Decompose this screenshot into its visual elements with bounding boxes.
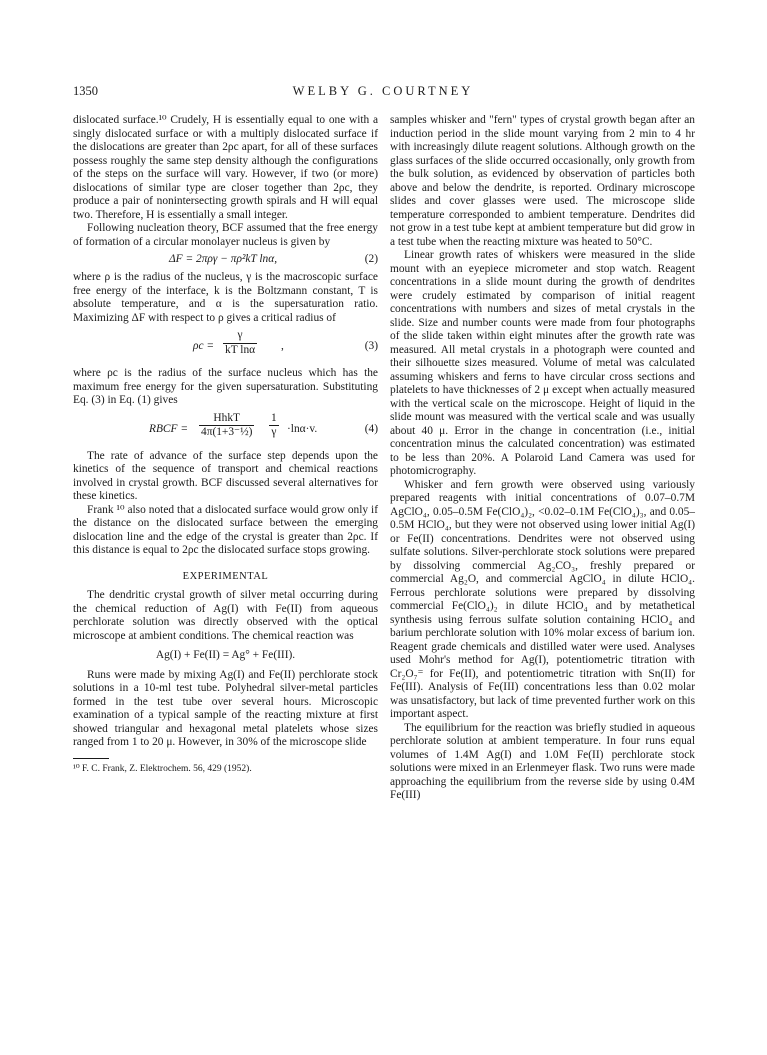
fraction [199, 412, 254, 440]
equation-4 [73, 412, 378, 446]
section-heading: EXPERIMENTAL [182, 570, 269, 582]
equation-tail: ·lnα·v. [287, 422, 318, 435]
paragraph: dislocated surface.¹⁰ Crudely, H is essentially equal to one with a singly dislocated surface or with a multiply dislocated surface if the dislocations are greater than 2ρc apart, for all of these surfaces possess roughly the same step density although the configurations of the steps on the surface will vary. However, if two (or more) dislocations of similar type are closer together than 2ρc, they produce a pair of nonintersecting growth spirals and H will equal two. Therefore, H is essentially a small integer. [73, 114, 378, 221]
paragraph: where ρ is the radius of the nucleus, γ is the macroscopic surface free energy of the interface, k is the Boltzmann constant, T is absolute temperature, and α is the supersaturation ratio. Maximizing ΔF with respect to ρ gives a critical radius of [73, 271, 378, 324]
fraction [223, 329, 257, 357]
right-column [390, 114, 695, 803]
equation-number: (3) [364, 340, 378, 352]
numerator: γ [223, 329, 257, 344]
paragraph: The dendritic crystal growth of silver metal occurring during the chemical reduction of Ag(I) with Fe(II) from aqueous perchlorate solution was directly observed with the optical microscope at ambient conditions. The chemical reaction was [73, 589, 378, 642]
paragraph: The rate of advance of the surface step depends upon the kinetics of the sequence of transport and chemical reactions involved in crystal growth. BCF discussed several alternatives for these kinetics. [73, 449, 378, 502]
equation-tail: , [281, 340, 284, 352]
left-column [73, 114, 378, 775]
equation-number: (4) [364, 422, 378, 435]
equation-number: (2) [364, 253, 378, 265]
numerator: HhkT [199, 412, 254, 427]
denominator: γ [271, 426, 277, 438]
equation-lhs: ρc = [193, 340, 215, 352]
denominator: kT lnα [225, 343, 256, 356]
fraction [269, 412, 279, 440]
paragraph: Whisker and fern growth were observed using variously prepared reagents with initial concentrations of 0.07–0.7M AgClO₄, 0.05–0.5M Fe(ClO₄)₂, <0.02–0.1M Fe(ClO₄)₃, and 0.05–0.5M HClO₄, but they were not observed using lower initial Ag(I) or Fe(II) concentrations. Dendrites were not observed using sulfate solutions. Silver-perchlorate stock solutions were prepared by dissolving commercial Ag₂CO₃, freshly prepared or commercial Ag₂O, and commercial AgClO₄ in dilute HClO₄. Ferrous perchlorate solutions were prepared by dissolving commercial Fe(ClO₄)₂ in dilute HClO₄ and by metathetical synthesis using ferrous sulfate solution containing HClO₄ and barium perchlorate solution with 10% molar excess of barium ion. Reagent grade chemicals and distilled water were used. Analyses used Mohr's method for Ag(I), potentiometric titration with Cr₂O₇⁼ for Fe(II), and potentiometric titration with Sn(II) for Fe(III). Analysis of Fe(III) concentrations less than 0.02 molar was unsatisfactory, but lack of time prevented further work on this important aspect. [390, 478, 695, 720]
paragraph: samples whisker and "fern" types of crystal growth began after an induction period in the slide mount varying from 2 min to 4 hr with increasingly dilute reagent solutions. Although growth on the glass surfaces of the slide occurred occasionally, only growth from the bulk solution, as evidenced by observation of particles both above and below the dendrite, is reported. Ordinary microscope slides and cover glasses were used. The microscope slide temperature corresponded to ambient temperature. Dendrites did not grow in a test tube kept at ambient temperature but did grow in a test tube when the reacting mixture was heated to 50°C. [390, 114, 695, 248]
equation-3 [73, 329, 378, 363]
page-header [73, 84, 693, 100]
paragraph: where ρc is the radius of the surface nucleus which has the maximum free energy for the given supersaturation. Substituting Eq. (3) in Eq. (1) gives [73, 367, 378, 406]
equation-lhs: RBCF = [149, 422, 189, 435]
running-head: WELBY G. COURTNEY [292, 84, 474, 98]
denominator: 4π(1+3⁻½) [201, 426, 253, 438]
paragraph: Following nucleation theory, BCF assumed that the free energy of formation of a circular monolayer nucleus is given by [73, 222, 378, 248]
reaction-equation: Ag(I) + Fe(II) = Ag° + Fe(III). [155, 649, 296, 661]
paragraph: Frank ¹⁰ also noted that a dislocated surface would grow only if the distance on the dislocated surface between the emerging dislocation line and the edge of the crystal is greater than 2ρc. If this distance is equal to 2ρc the dislocated surface stops growing. [73, 503, 378, 556]
paragraph: The equilibrium for the reaction was briefly studied in aqueous perchlorate solution at ambient temperature. In four runs equal volumes of 1.4M Ag(I) and 1.0M Fe(II) perchlorate stock solutions were mixed in an Erlenmeyer flask. Two runs were made approaching the equilibrium from the reverse side by using 0.4M Fe(III) [390, 721, 695, 801]
equation-expression: ΔF = 2πργ − πρ²kT lnα, [169, 253, 278, 265]
page-number: 1350 [73, 84, 98, 98]
equation-2 [73, 252, 378, 268]
numerator: 1 [269, 412, 279, 427]
paragraph: Runs were made by mixing Ag(I) and Fe(II) perchlorate stock solutions in a 10-ml test tube. Polyhedral silver-metal particles formed in the test tube over several hours. Microscopic examination of a typical sample of the reacting mixture at first showed triangular and hexagonal metal platelets whose sizes ranged from 1 to 20 μ. However, in 30% of the microscope slide [73, 668, 378, 748]
paragraph: Linear growth rates of whiskers were measured in the slide mount with an eyepiece micrometer and stop watch. Reagent concentrations in a slide mount during the growth of dendrites were crudely estimated by comparison of initial reagent concentrations with numbers and sizes of metal crystals in the slide. Size and number counts were made from four photographs of the slide taken within eight minutes after the growth rate was measured. All metal crystals in a photograph were counted and their silhouette sizes measured. Volume of metal was calculated assuming whiskers and ferns to have circular cross sections and platelets to have thicknesses of 2 μ except when actually measured with the vertical scale on the microscope. Height of liquid in the slide mount was measured with the vertical scale and was usually about 40 μ. Error in the change in concentration (i.e., initial concentration minus the calculated concentration) was estimated to be less than 20%. A Polaroid Land Camera was used for photomicrography. [390, 249, 695, 477]
footnote-divider [73, 758, 109, 759]
footnote: ¹⁰ F. C. Frank, Z. Elektrochem. 56, 429 (1952). [73, 763, 252, 774]
